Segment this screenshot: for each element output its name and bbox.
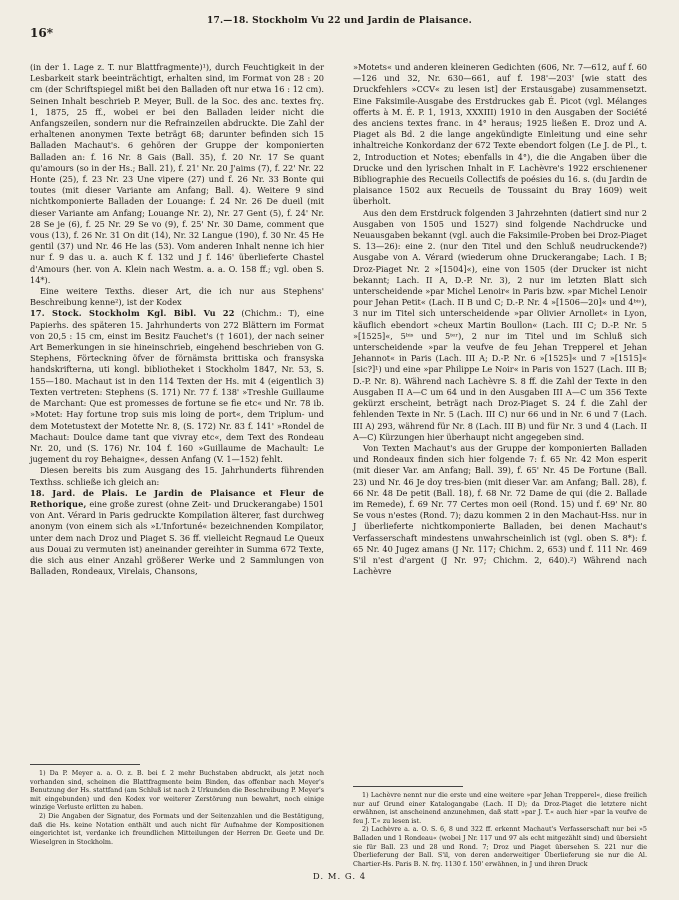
footnote-left-1: 1) Da P. Meyer a. a. O. z. B. bei f. 2 mehr Buchstaben abdruckt, als jetzt noch vorhanden sind, scheinen die Blattfragmente beim Binden, das offenbar nach Meyer's Benutzung der Hs. stattfand (am Schluß ist nach 2 Urkunden die Beschreibung P. Meyer's mit eingebunden) und den Kodex vor weiterer Zerstörung nun bewahrt, noch einige winzige Verluste erlitten zu haben. [30, 769, 324, 812]
section-18 [30, 488, 324, 578]
right-column [353, 62, 647, 577]
left-column [30, 62, 324, 577]
page-number: 16* [30, 26, 53, 40]
footnote-rule [30, 764, 140, 765]
footnotes-right [353, 780, 647, 868]
footnote-rule [353, 786, 463, 787]
footnote-right-2: 2) Lachèvre a. a. O. S. 6, 8 und 322 ff. erkennt Machaut's Verfasserschaft nur bei »5 Balladen und 1 Rondeau« (wobei J Nr. 117 und 97 als echt mitgezählt sind) und übersieht sie für Ball. 23 und 28 und Rond. 7; Droz und Piaget übersehen S. 221 nur die Überlieferung der Ball. S'il, von deren anderweitiger Überlieferung sie nur die Al. Chartier-Hs. Paris B. N. frç. 1130 f. 150' erwähnen, in J und ihren Druck [353, 825, 647, 868]
footnote-left-2: 2) Die Angaben der Signatur, des Formats und der Seitenzahlen und die Bestätigung, daß die Hs. keine Notation enthält und auch nicht für Aufnahme der Kompositionen eingerichtet ist, verdanke ich freundlichen Mitteilungen der Herren Dr. Geete und Dr. Wieselgren in Stockholm. [30, 811, 324, 846]
right-paragraph-1: »Motets« und anderen kleineren Gedichten (606, Nr. 7—612, auf f. 60—126 und 32, Nr. 630—661, auf f. 198'—203' [wie statt des Druckfehlers »CCV« zu lesen ist] der Erstausgabe) zusammensetzt. Eine Faksimile-Ausgabe des Erstdruckes gab É. Picot (vgl. Mélanges offerts à M. É. P. 1, 1913, XXXIII) 1910 in den Ausgaben der Société des anciens textes franc. in 4° heraus; 1925 ließen E. Droz und A. Piaget als Bd. 2 die lange angekündigte Einleitung und eine sehr inhaltreiche Konkordanz der 672 Texte ebendort folgen (Le J. de Pl., t. 2, Introduction et Notes; ebenfalls in 4°), die die Angaben über die Drucke und den lyrischen Inhalt in F. Lachèvre's 1922 erschienener Bibliographie des Recueils Collectifs de poésies du 16. s. (du Jardin de plaisance 1502 aux Recueils de Toussaint du Bray 1609) weit überholt. [353, 62, 647, 207]
footnotes-left [30, 758, 324, 846]
footnote-right-1: 1) Lachèvre nennt nur die erste und eine weitere »par Jehan Trepperel«, diese freilich nur auf Grund einer Katalogangabe (Lach. II D); da Droz-Piaget die letztere nicht erwähnen, ist anscheinend anzunehmen, daß statt »par J. T.« auch hier »par la veufve de feu J. T.« zu lesen ist. [353, 791, 647, 825]
section-17 [30, 308, 324, 465]
right-paragraph-3: Von Texten Machaut's aus der Gruppe der komponierten Balladen und Rondeaux finden sich hier folgende 7: f. 65 Nr. 42 Mon esperit (mit dieser Var. am Anfang; Ball. 39), f. 65' Nr. 45 De Fortune (Ball. 23) und Nr. 46 Je doy tres-bien (mit dieser Var. am Anfang; Ball. 28), f. 66 Nr. 48 De petit (Ball. 18), f. 68 Nr. 72 Dame de qui (die 2. Ballade im Remede), f. 69 Nr. 77 Certes mon oeil (Rond. 15) und f. 69' Nr. 80 Se vous n'estes (Rond. 7); dazu kommen 2 in den Machaut-Hss. nur in J überlieferte nichtkomponierte Balladen, bei denen Machaut's Verfasserschaft mindestens unwahrscheinlich ist (vgl. oben S. 8*): f. 65 Nr. 40 Jugez amans (J Nr. 117; Chichm. 2, 653) und f. 111 Nr. 469 S'il n'est d'argent (J Nr. 97; Chichm. 2, 640).²) Während nach Lachèvre [353, 442, 647, 577]
section-17-heading: 17. Stock. Stockholm Kgl. Bibl. Vu 22 [30, 308, 235, 319]
left-paragraph-2: Eine weitere Texths. dieser Art, die ich nur aus Stephens' Beschreibung kenne²), ist der Kodex [30, 286, 324, 308]
section-18-heading: 18. Jard. de Plais. Le Jardin de Plaisance et Fleur de Rethorique, [30, 487, 324, 509]
left-paragraph-3: Diesen bereits bis zum Ausgang des 15. Jahrhunderts führenden Texthss. schließe ich gleich an: [30, 465, 324, 487]
signature-mark: D. M. G. 4 [312, 872, 367, 882]
left-paragraph-1: (in der 1. Lage z. T. nur Blattfragmente)¹), durch Feuchtigkeit in der Lesbarkeit stark beeinträchtigt, erhalten sind, im Format von 28 : 20 cm (der Schriftspiegel mißt bei den Balladen oft nur etwa 16 : 12 cm). Seinen Inhalt beschrieb P. Meyer, Bull. de la Soc. des anc. textes frç. 1, 1875, 25 ff., wobei er bei den Balladen leider nicht die Anfangszeilen, sondern nur die Refrainzeilen abdruckte. Die Zahl der erhaltenen anonymen Texte beträgt 68; darunter befinden sich 15 Balladen Machaut's. 6 gehören der Gruppe der komponierten Balladen an: f. 16 Nr. 8 Gais (Ball. 35), f. 20 Nr. 17 Se quant qu'amours (so in der Hs.; Ball. 21), f. 21' Nr. 20 J'aims (7), f. 22' Nr. 22 Honte (25), f. 23 Nr. 23 Une vipere (27) und f. 26 Nr. 33 Bonte qui toutes (mit dieser Variante am Anfang; Ball. 4). Weitere 9 sind nichtkomponierte Balladen der Louange: f. 24 Nr. 26 De dueil (mit dieser Variante am Anfang; Louange Nr. 2), Nr. 27 Gent (5), f. 24' Nr. 28 Se je (6), f. 25 Nr. 29 Se vo (9), f. 25' Nr. 30 Dame, comment que vous (13), f. 26 Nr. 31 On dit (14), Nr. 32 Langue (190), f. 30 Nr. 45 He gentil (37) und Nr. 46 He las (53). Vom anderen Inhalt nenne ich hier nur f. 9 das u. a. auch K f. 132 und J f. 146' überlieferte Chastel d'Amours (her. von A. Klein nach Westm. a. a. O. 158 ff.; vgl. oben S. 14*). [30, 62, 324, 285]
section-18-body: eine große zurest (ohne Zeit- und Druckerangabe) 1501 von Ant. Vérard in Paris gedruckte Kompilation älterer, fast durchweg anonym (von einem sich als »L'Infortuné« bezeichnenden Kompilator, unter dem nach Droz und Piaget S. 36 ff. vielleicht Regnaud Le Queux aus Douai zu vermuten ist) aneinander gereihter in Summa 672 Texte, die sich aus einer Anzahl größerer Werke und 2 Sammlungen von Balladen, Rondeaux, Virelais, Chansons, [30, 498, 324, 577]
running-head: 17.—18. Stockholm Vu 22 und Jardin de Plaisance. [207, 16, 472, 26]
section-17-body: (Chichm.: T), eine Papierhs. des späteren 15. Jahrhunderts von 272 Blättern im Format von 20,5 : 15 cm, einst im Besitz Fauchet's († 1601), der nach seiner Art Bemerkungen in sie hineinschrieb, eingehend beschrieben von G. Stephens, Förteckning öfver de förnämsta brittiska och fransyska handskrifterna, uti kongl. bibliotheket i Stockholm 1847, Nr. 53, S. 155—180. Machaut ist in den 114 Texten der Hs. mit 4 (eigentlich 3) Texten vertreten: Stephens (S. 171) Nr. 77 f. 138' »Treshle Guillaume de Marchant: Que est promesses de fortune se fie etc« und Nr. 78 ib. »Motet: Hay fortune trop suis mis loing de port«, dem Triplum- und dem Motetustext der Motette Nr. 8, (S. 172) Nr. 83 f. 141' »Rondel de Machaut: Doulce dame tant que vivray etc«, dem Text des Rondeau Nr. 20, und (S. 176) Nr. 104 f. 160 »Guillaume de Machault: Le jugement du roy Behaigne«, dessen Anfang (V. 1—152) fehlt. [30, 308, 325, 465]
right-paragraph-2: Aus den dem Erstdruck folgenden 3 Jahrzehnten (datiert sind nur 2 Ausgaben von 1505 und 1527) sind folgende Nachdrucke und Neuausgaben bekannt (vgl. auch die Faksimile-Proben bei Droz-Piaget S. 13—26): eine 2. (nur den Titel und den Schluß neudruckende?) Ausgabe von A. Vérard (wiederum ohne Druckerangabe; Lach. I B; Droz-Piaget Nr. 2 »[1504]«), eine von 1505 (der Drucker ist nicht bekannt; Lach. II A, D.-P. Nr. 3), 2 nur im letzten Blatt sich unterscheidende »par Michel Lenoir« in Paris bzw. »par Michel Lenoir pour Jehan Petit« (Lach. II B und C; D.-P. Nr. 4 »[1506—20]« und 4ᵇⁱˢ), 3 nur im Titel sich unterscheidende »par Olivier Arnollet« in Lyon, käuflich ebendort »cheux Martin Boullon« (Lach. III C; D.-P. Nr. 5 »[1525]«, 5ᵇⁱˢ und 5ᵗᵉʳ), 2 nur im Titel und im Schluß sich unterscheidende »par la veufve de feu Jehan Trepperel et Jehan Jehannot« in Paris (Lach. III A; D.-P. Nr. 6 »[1525]« und 7 »[1515]« [sic?]¹) und eine »par Philippe Le Noir« in Paris von 1527 (Lach. III B; D.-P. Nr. 8). Während nach Lachèvre S. 8 ff. die Zahl der Texte in den Ausgaben II A—C um 64 und in den Ausgaben III A—C um 356 Texte gekürzt erscheint, beträgt nach Droz-Piaget S. 24 f. die Zahl der fehlenden Texte in Nr. 5 (Lach. III C) nur 66 und in Nr. 6 und 7 (Lach. III A) 293, während für Nr. 8 (Lach. III B) und für Nr. 3 und 4 (Lach. II A—C) Kürzungen hier überhaupt nicht angegeben sind. [353, 207, 647, 442]
